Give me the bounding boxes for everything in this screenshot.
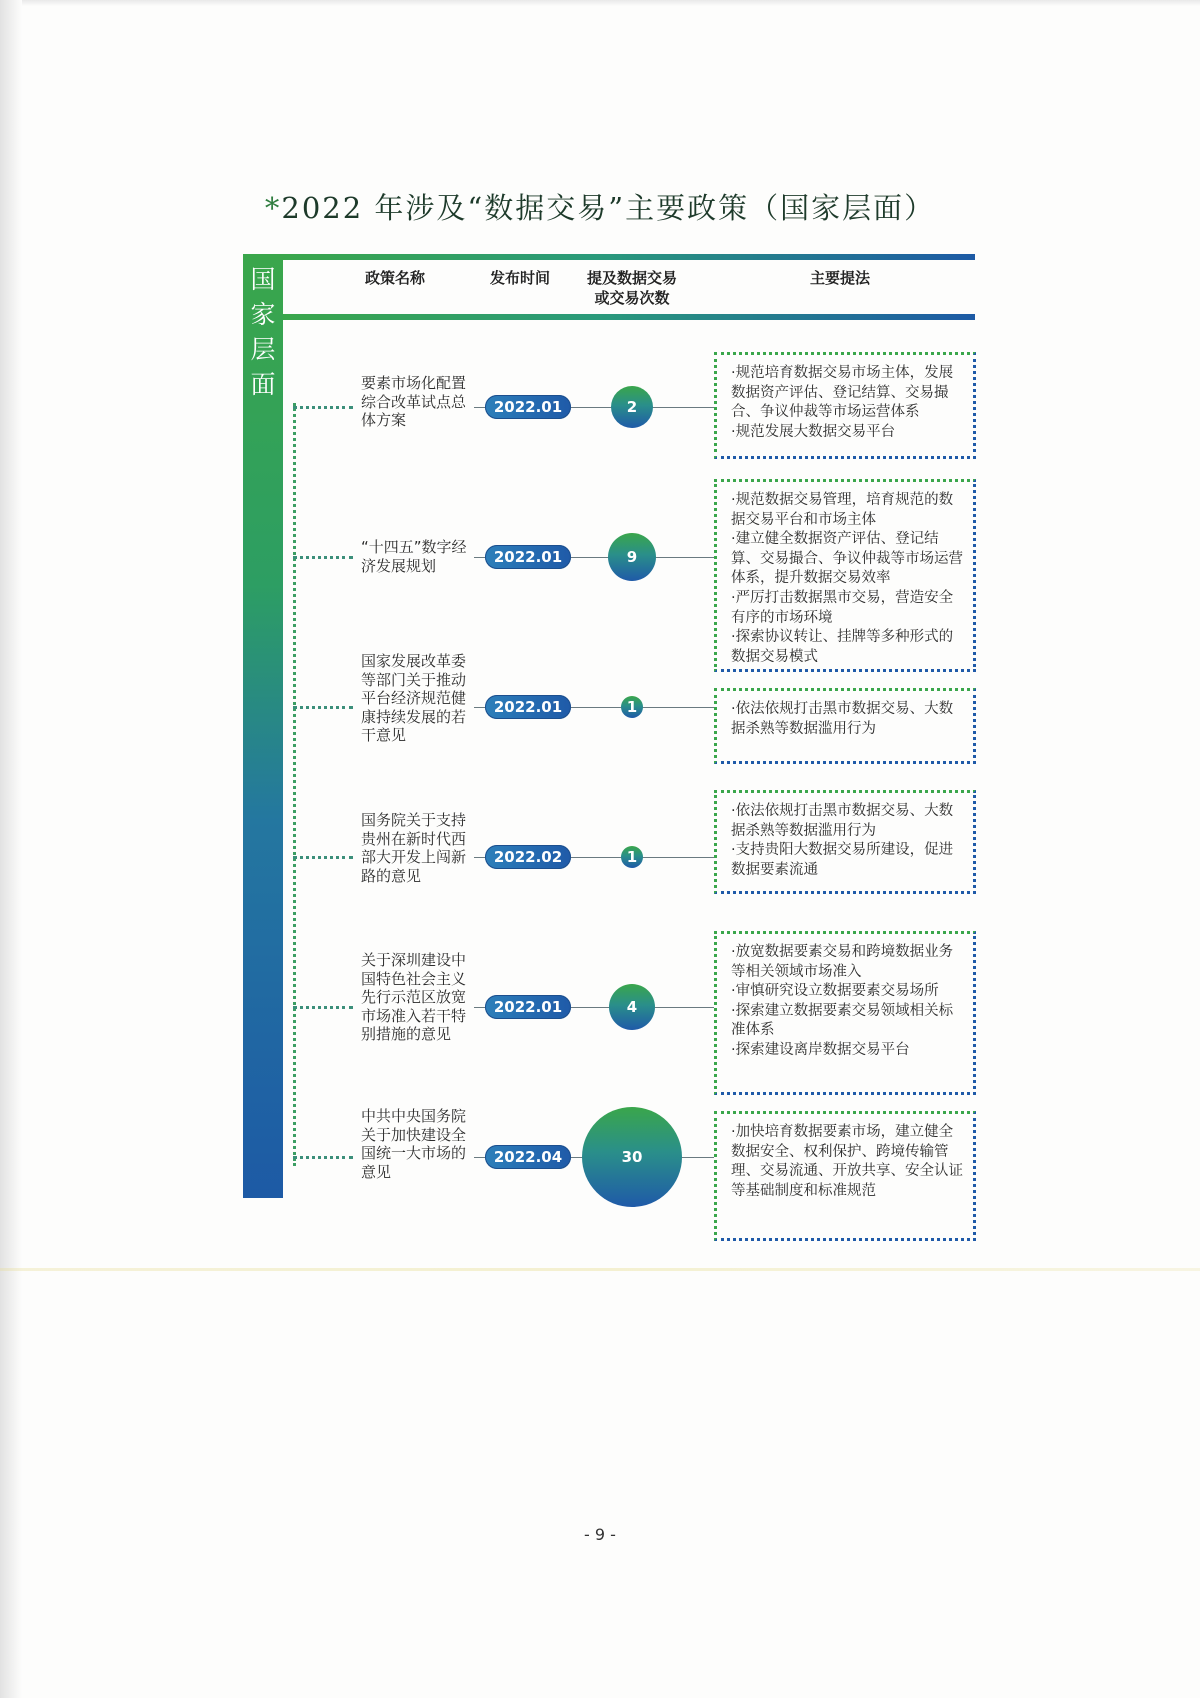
release-date-pill: 2022.04: [485, 1145, 571, 1169]
header-release-time: 发布时间: [489, 269, 550, 287]
mention-count-bubble: 9: [608, 533, 656, 581]
main-point: ·支持贵阳大数据交易所建设，促进数据要素流通: [731, 842, 954, 878]
header-mention-count-line2: 或交易次数: [594, 289, 670, 307]
main-points-box: [714, 479, 976, 672]
header-mention-count-line1: 提及数据交易: [586, 269, 677, 287]
main-point: ·规范发展大数据交易平台: [731, 423, 896, 440]
policy-name: 国务院关于支持贵州在新时代西部大开发上闯新路的意见: [361, 811, 467, 885]
release-date-pill: 2022.01: [485, 395, 571, 419]
main-point: ·规范数据交易管理，培育规范的数据交易平台和市场主体: [731, 492, 954, 528]
release-date-pill: 2022.01: [485, 545, 571, 569]
timeline-branch: [293, 1006, 353, 1009]
policy-name: 中共中央国务院关于加快建设全国统一大市场的意见: [361, 1107, 467, 1181]
timeline-branch: [293, 406, 353, 409]
header-mention-count: [572, 268, 692, 308]
header-top-rule: [283, 254, 975, 260]
scan-edge-top: [0, 0, 1200, 6]
policy-name: 国家发展改革委等部门关于推动平台经济规范健康持续发展的若干意见: [361, 652, 467, 744]
main-point: ·探索建设离岸数据交易平台: [731, 1041, 910, 1058]
scan-edge-left: [0, 0, 22, 1698]
timeline-trunk: [293, 403, 296, 1166]
main-point: ·依法依规打击黑市数据交易、大数据杀熟等数据滥用行为: [731, 803, 954, 839]
release-date-pill: 2022.02: [485, 845, 571, 869]
page-fold-line: [0, 1268, 1200, 1271]
main-points-box: [714, 688, 976, 764]
main-point: ·探索协议转让、挂牌等多种形式的数据交易模式: [731, 629, 954, 665]
main-point: ·建立健全数据资产评估、登记结算、交易撮合、争议仲裁等市场运营体系，提升数据交易效率: [731, 531, 963, 587]
policy-name: 要素市场化配置综合改革试点总体方案: [361, 374, 467, 429]
timeline-branch: [293, 856, 353, 859]
page-title: [0, 186, 1200, 227]
main-points-box: [714, 1111, 976, 1241]
mention-count-bubble: 30: [582, 1107, 682, 1207]
mention-count-bubble: 4: [609, 984, 655, 1030]
main-points-box: [714, 931, 976, 1095]
main-points-box: [714, 352, 976, 459]
main-point: ·探索建立数据要素交易领域相关标准体系: [731, 1002, 954, 1039]
mention-count-bubble: 2: [611, 386, 653, 428]
main-points-box: [714, 790, 976, 894]
main-point: ·依法依规打击黑市数据交易、大数据杀熟等数据滥用行为: [731, 701, 954, 737]
policy-name: “十四五”数字经济发展规划: [361, 538, 467, 575]
page-number: - 9 -: [584, 1525, 616, 1544]
main-point: ·规范培育数据交易市场主体，发展数据资产评估、登记结算、交易撮合、争议仲裁等市场运营体系: [731, 365, 954, 421]
timeline-branch: [293, 556, 353, 559]
release-date-pill: 2022.01: [485, 695, 571, 719]
release-date-pill: 2022.01: [485, 995, 571, 1019]
main-point: ·放宽数据要素交易和跨境数据业务等相关领域市场准入: [731, 944, 954, 980]
header-main-points: 主要提法: [809, 269, 870, 287]
header-bottom-rule: [283, 314, 975, 320]
mention-count-bubble: 1: [621, 696, 643, 718]
timeline-branch: [293, 1156, 353, 1159]
side-label: 国家层面: [250, 265, 276, 399]
header-policy-name: 政策名称: [364, 269, 425, 287]
main-point: ·严厉打击数据黑市交易，营造安全有序的市场环境: [731, 589, 954, 626]
policy-name: 关于深圳建设中国特色社会主义先行示范区放宽市场准入若干特别措施的意见: [361, 951, 467, 1043]
title-marker: *: [264, 191, 282, 225]
main-point: ·审慎研究设立数据要素交易场所: [731, 983, 939, 1000]
main-point: ·加快培育数据要素市场，建立健全数据安全、权利保护、跨境传输管理、交易流通、开放共享、安全认证等基础制度和标准规范: [731, 1124, 963, 1199]
title-text: 2022 年涉及“数据交易”主要政策（国家层面）: [281, 191, 936, 225]
mention-count-bubble: 1: [621, 846, 643, 868]
timeline-branch: [293, 706, 353, 709]
